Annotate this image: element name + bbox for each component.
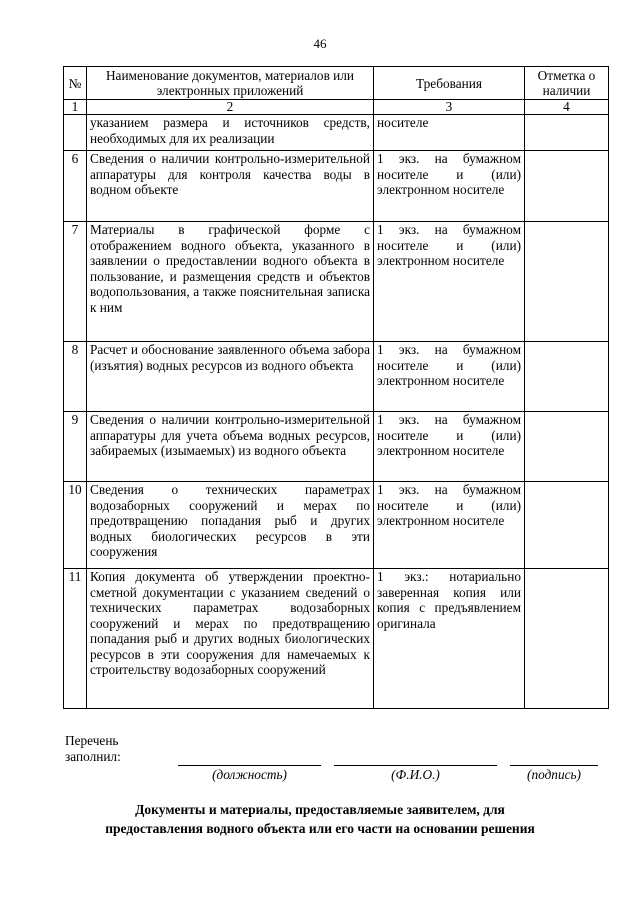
table-row <box>64 222 609 342</box>
row-name: Копия документа об утверждении проектно-сметной документации с указанием сведений о технических параметрах водозаборных сооружений и мерах по предотвращению попадания рыб и других водных биологических ресурсов в эти сооружения для намечаемых к строительству водозаборных сооружений <box>87 569 374 709</box>
row-number: 7 <box>64 222 87 342</box>
header-name: Наименование документов, материалов или электронных приложений <box>87 67 374 100</box>
signature-line <box>510 764 598 766</box>
row-name: указанием размера и источников средств, необходимых для их реализации <box>87 115 374 151</box>
page-number: 46 <box>313 36 327 51</box>
header-mark: Отметка о наличии <box>525 67 609 100</box>
row-mark <box>525 569 609 709</box>
column-number: 4 <box>525 100 609 115</box>
section-title <box>0 800 640 838</box>
position-caption: (должность) <box>212 767 287 782</box>
section-title-line: предоставления водного объекта или его части на основании решения <box>105 821 535 836</box>
row-number: 6 <box>64 151 87 222</box>
row-name: Расчет и обоснование заявленного объема забора (изъятия) водных ресурсов из водного объекта <box>87 342 374 412</box>
row-name: Сведения о наличии контрольно-измерительной аппаратуры для контроля качества воды в водном объекте <box>87 151 374 222</box>
signature-caption: (подпись) <box>527 767 581 782</box>
documents-table <box>63 66 609 709</box>
row-name: Сведения о технических параметрах водозаборных сооружений и мерах по предотвращению попадания рыб и других водных биологических ресурсов в эти сооружения <box>87 482 374 569</box>
row-requirements: 1 экз. на бумажном носителе и (или) электронном носителе <box>374 222 525 342</box>
row-requirements: 1 экз. на бумажном носителе и (или) электронном носителе <box>374 151 525 222</box>
table-row <box>64 151 609 222</box>
row-number <box>64 115 87 151</box>
fio-caption: (Ф.И.О.) <box>391 767 440 782</box>
row-number: 10 <box>64 482 87 569</box>
row-name: Материалы в графической форме с отображением водного объекта, указанного в заявлении о предоставлении водного объекта в пользование, и размещения средств и объектов водопользования, а также пояснительная записка к ним <box>87 222 374 342</box>
header-requirements: Требования <box>374 67 525 100</box>
filled-by-label: заполнил: <box>65 749 121 764</box>
row-mark <box>525 151 609 222</box>
row-requirements: 1 экз. на бумажном носителе и (или) электронном носителе <box>374 482 525 569</box>
row-mark <box>525 482 609 569</box>
column-number: 2 <box>87 100 374 115</box>
column-numbers-row <box>64 100 609 115</box>
column-number: 3 <box>374 100 525 115</box>
header-num: № <box>64 67 87 100</box>
row-mark <box>525 115 609 151</box>
row-number: 9 <box>64 412 87 482</box>
row-requirements: 1 экз.: нотариально заверенная копия или копия с предъявлением оригинала <box>374 569 525 709</box>
row-mark <box>525 412 609 482</box>
row-requirements: 1 экз. на бумажном носителе и (или) электронном носителе <box>374 342 525 412</box>
position-line <box>178 764 321 766</box>
table-header-row <box>64 67 609 100</box>
table-row <box>64 569 609 709</box>
row-mark <box>525 222 609 342</box>
table-row <box>64 482 609 569</box>
row-number: 11 <box>64 569 87 709</box>
row-requirements: 1 экз. на бумажном носителе и (или) электронном носителе <box>374 412 525 482</box>
row-number: 8 <box>64 342 87 412</box>
table-row <box>64 412 609 482</box>
table-row <box>64 115 609 151</box>
row-name: Сведения о наличии контрольно-измерительной аппаратуры для учета объема водных ресурсов, забираемых (изымаемых) из водного объекта <box>87 412 374 482</box>
table-row <box>64 342 609 412</box>
row-mark <box>525 342 609 412</box>
list-label: Перечень <box>65 733 119 748</box>
column-number: 1 <box>64 100 87 115</box>
fio-line <box>334 764 497 766</box>
row-requirements: носителе <box>374 115 525 151</box>
section-title-line: Документы и материалы, предоставляемые заявителем, для <box>135 802 505 817</box>
